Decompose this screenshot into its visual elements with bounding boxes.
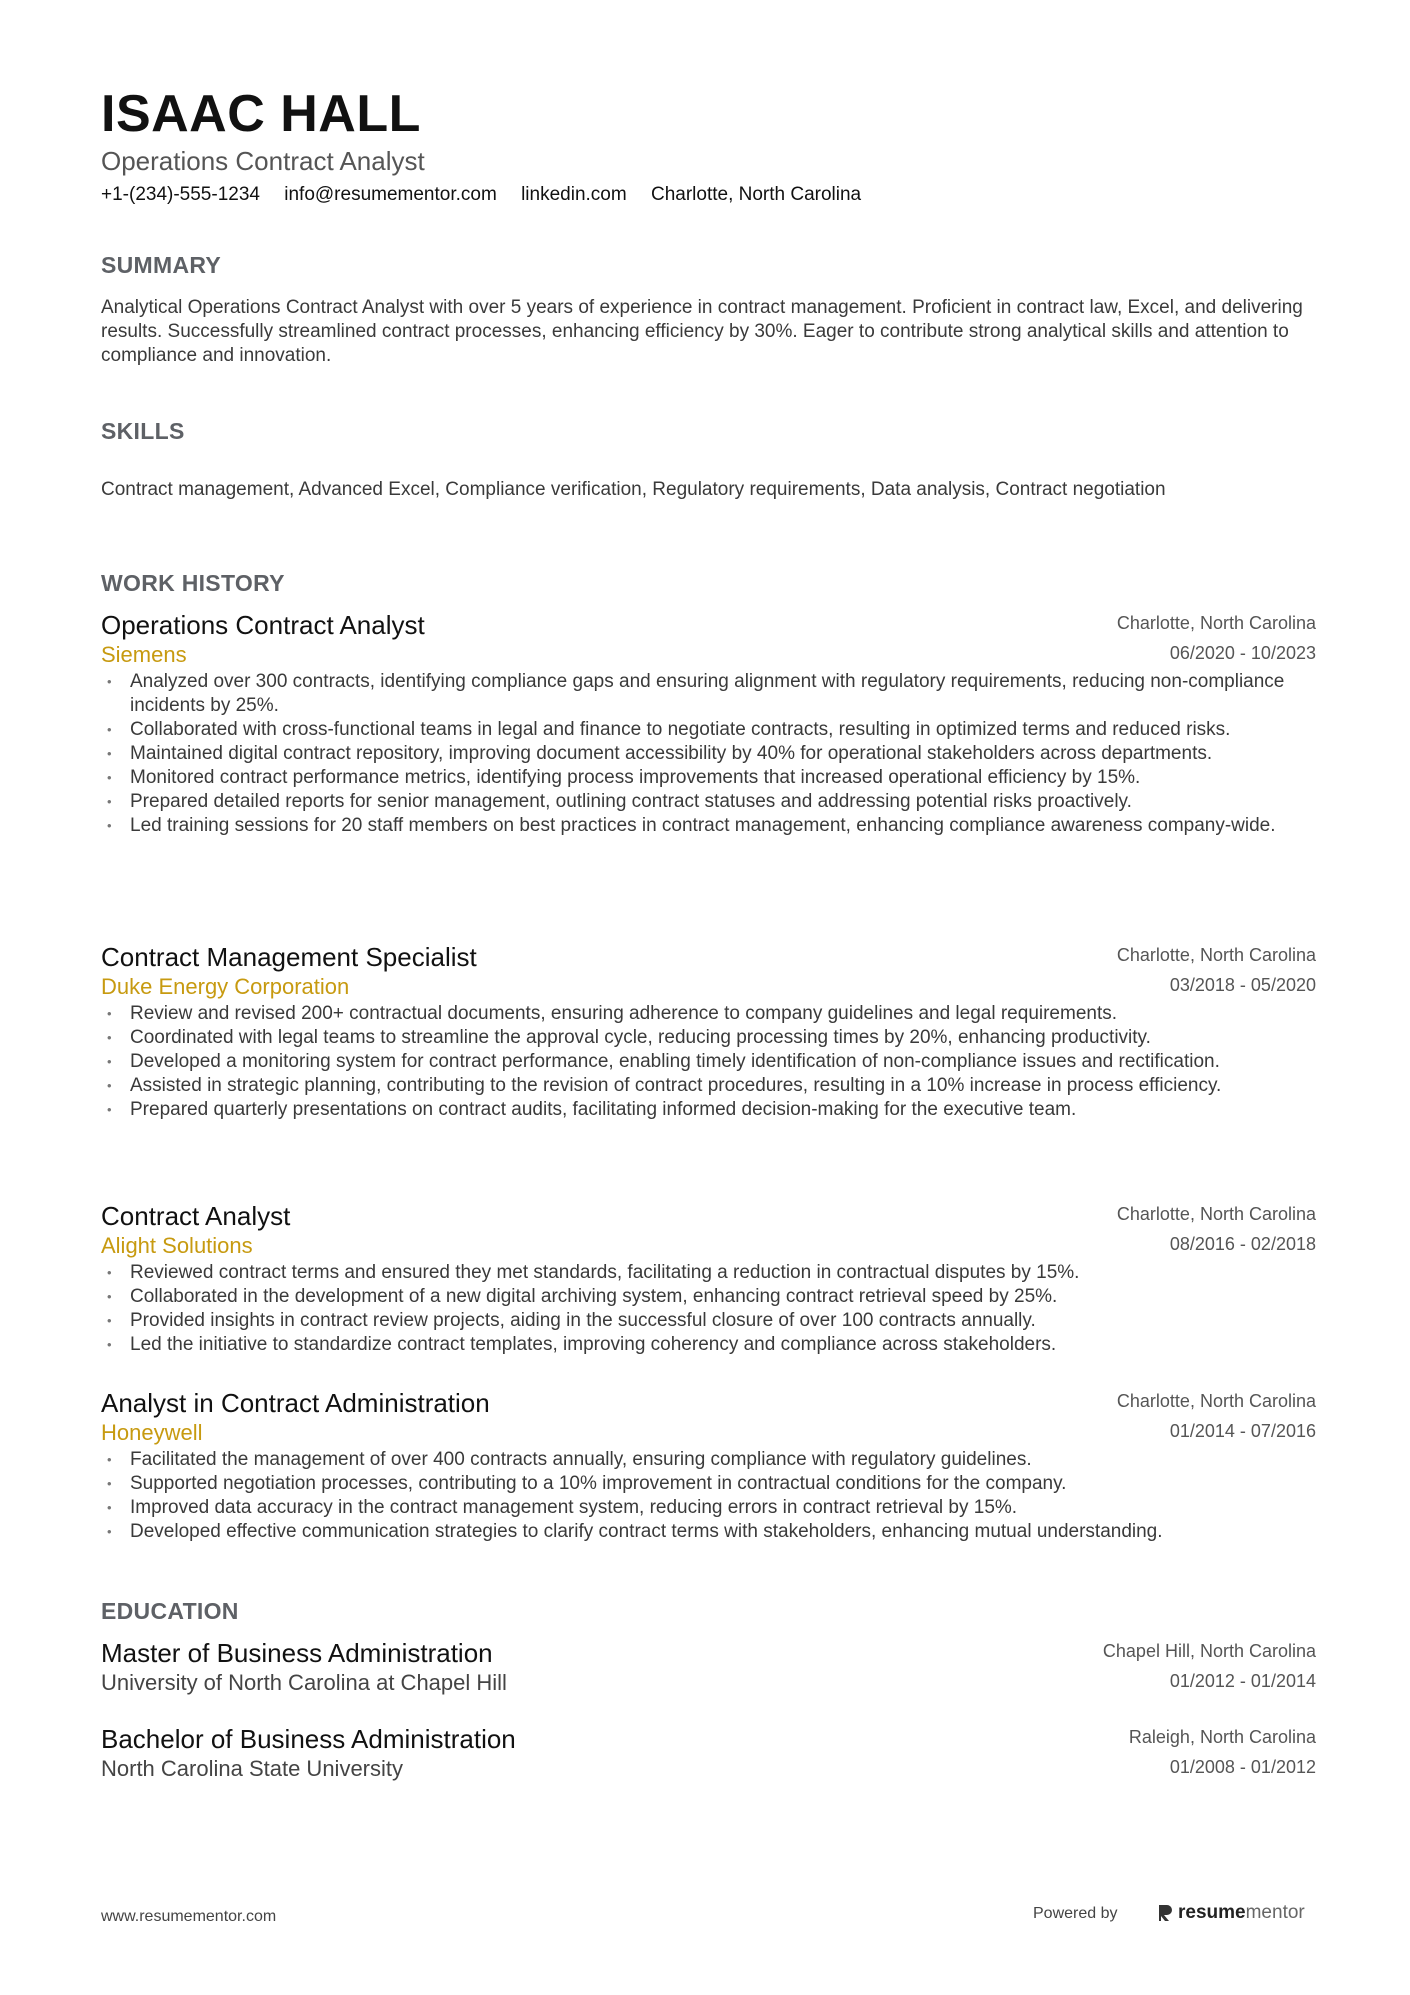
job-entry — [101, 610, 1316, 838]
degree-title: Bachelor of Business Administration — [101, 1724, 516, 1754]
contact-linkedin[interactable]: linkedin.com — [521, 184, 627, 205]
job-bullet: • Collaborated with cross-functional teams in legal and finance to negotiate contracts, resulting in optimized terms and reduced risks. — [101, 718, 1316, 742]
job-bullet: • Maintained digital contract repository, improving document accessibility by 40% for operational stakeholders across departments. — [101, 742, 1316, 766]
education-dates: 01/2008 - 01/2012 — [1169, 1757, 1316, 1777]
job-bullet: • Improved data accuracy in the contract management system, reducing errors in contract retrieval by 15%. — [101, 1496, 1316, 1520]
skills-text: Contract management, Advanced Excel, Compliance verification, Regulatory requirements, Data analysis, Contract negotiation — [101, 479, 1166, 500]
job-bullet: • Developed effective communication strategies to clarify contract terms with stakeholders, enhancing mutual understanding. — [101, 1520, 1316, 1544]
job-location: Charlotte, North Carolina — [1116, 613, 1316, 633]
job-bullet: • Facilitated the management of over 400 contracts annually, ensuring compliance with regulatory guidelines. — [101, 1448, 1316, 1472]
education-location: Chapel Hill, North Carolina — [1102, 1641, 1316, 1661]
job-title: Contract Analyst — [101, 1201, 291, 1231]
job-bullets — [101, 670, 1316, 838]
job-bullets — [101, 1448, 1316, 1544]
job-bullet: • Provided insights in contract review projects, aiding in the successful closure of over 100 contracts annually. — [101, 1309, 1316, 1333]
contact-line — [101, 184, 880, 206]
brand-name-bold: resume — [1178, 1902, 1246, 1923]
brand-name-light: mentor — [1245, 1902, 1305, 1923]
footer-url[interactable]: www.resumementor.com — [101, 1908, 277, 1925]
job-bullet: • Led the initiative to standardize contract templates, improving coherency and compliance across stakeholders. — [101, 1333, 1316, 1357]
job-dates: 08/2016 - 02/2018 — [1169, 1234, 1316, 1254]
contact-email[interactable]: info@resumementor.com — [284, 184, 497, 205]
job-title: Operations Contract Analyst — [101, 610, 425, 640]
job-company: Alight Solutions — [101, 1233, 253, 1258]
education-location: Raleigh, North Carolina — [1128, 1727, 1316, 1747]
school-name: University of North Carolina at Chapel Hill — [101, 1670, 507, 1695]
job-bullet: • Led training sessions for 20 staff members on best practices in contract management, enhancing compliance awareness company-wide. — [101, 814, 1316, 838]
job-location: Charlotte, North Carolina — [1116, 945, 1316, 965]
powered-by-label: Powered by — [1033, 1905, 1118, 1922]
skills-heading: SKILLS — [101, 418, 185, 444]
work-history-heading: WORK HISTORY — [101, 570, 285, 596]
brand-logo[interactable] — [1157, 1902, 1305, 1924]
job-title: Contract Management Specialist — [101, 942, 477, 972]
candidate-title: Operations Contract Analyst — [101, 146, 425, 176]
job-dates: 03/2018 - 05/2020 — [1169, 975, 1316, 995]
summary-text: Analytical Operations Contract Analyst with over 5 years of experience in contract management. Proficient in contract law, Excel, and delivering results. Successfully streamlined contract processes, enhancing efficiency by 30%. Eager to contribute strong analytical skills and attention to compliance and innovation. — [101, 297, 1303, 366]
job-dates: 01/2014 - 07/2016 — [1169, 1421, 1316, 1441]
job-location: Charlotte, North Carolina — [1116, 1391, 1316, 1411]
degree-title: Master of Business Administration — [101, 1638, 493, 1668]
job-bullet: • Assisted in strategic planning, contributing to the revision of contract procedures, resulting in a 10% increase in process efficiency. — [101, 1074, 1316, 1098]
job-bullet: • Collaborated in the development of a new digital archiving system, enhancing contract retrieval speed by 25%. — [101, 1285, 1316, 1309]
job-bullet: • Prepared quarterly presentations on contract audits, facilitating informed decision-making for the executive team. — [101, 1098, 1316, 1122]
education-heading: EDUCATION — [101, 1598, 239, 1624]
job-entry — [101, 942, 1316, 1122]
contact-phone: +1-(234)-555-1234 — [101, 184, 260, 205]
job-dates: 06/2020 - 10/2023 — [1169, 643, 1316, 663]
resumementor-logo-icon — [1157, 1903, 1173, 1923]
job-location: Charlotte, North Carolina — [1116, 1204, 1316, 1224]
summary-heading: SUMMARY — [101, 252, 222, 278]
candidate-name: ISAAC HALL — [101, 85, 421, 143]
job-company: Honeywell — [101, 1420, 203, 1445]
job-title: Analyst in Contract Administration — [101, 1388, 490, 1418]
job-bullet: • Reviewed contract terms and ensured they met standards, facilitating a reduction in contractual disputes by 15%. — [101, 1261, 1316, 1285]
job-bullets — [101, 1261, 1316, 1357]
job-bullet: • Developed a monitoring system for contract performance, enabling timely identification of non-compliance issues and rectification. — [101, 1050, 1316, 1074]
education-dates: 01/2012 - 01/2014 — [1169, 1671, 1316, 1691]
job-bullet: • Analyzed over 300 contracts, identifying compliance gaps and ensuring alignment with regulatory requirements, reducing non-compliance incidents by 25%. — [101, 670, 1316, 718]
education-entry — [101, 1638, 1316, 1698]
job-company: Siemens — [101, 642, 187, 667]
job-bullet: • Prepared detailed reports for senior management, outlining contract statuses and addressing potential risks proactively. — [101, 790, 1316, 814]
job-entry — [101, 1201, 1316, 1357]
job-bullets — [101, 1002, 1316, 1122]
job-company: Duke Energy Corporation — [101, 974, 350, 999]
school-name: North Carolina State University — [101, 1756, 404, 1781]
contact-location: Charlotte, North Carolina — [650, 184, 862, 205]
job-bullet: • Supported negotiation processes, contributing to a 10% improvement in contractual conditions for the company. — [101, 1472, 1316, 1496]
education-entry — [101, 1724, 1316, 1784]
job-bullet: • Monitored contract performance metrics, identifying process improvements that increased operational efficiency by 15%. — [101, 766, 1316, 790]
job-bullet: • Review and revised 200+ contractual documents, ensuring adherence to company guidelines and legal requirements. — [101, 1002, 1316, 1026]
job-bullet: • Coordinated with legal teams to streamline the approval cycle, reducing processing times by 20%, enhancing productivity. — [101, 1026, 1316, 1050]
job-entry — [101, 1388, 1316, 1544]
